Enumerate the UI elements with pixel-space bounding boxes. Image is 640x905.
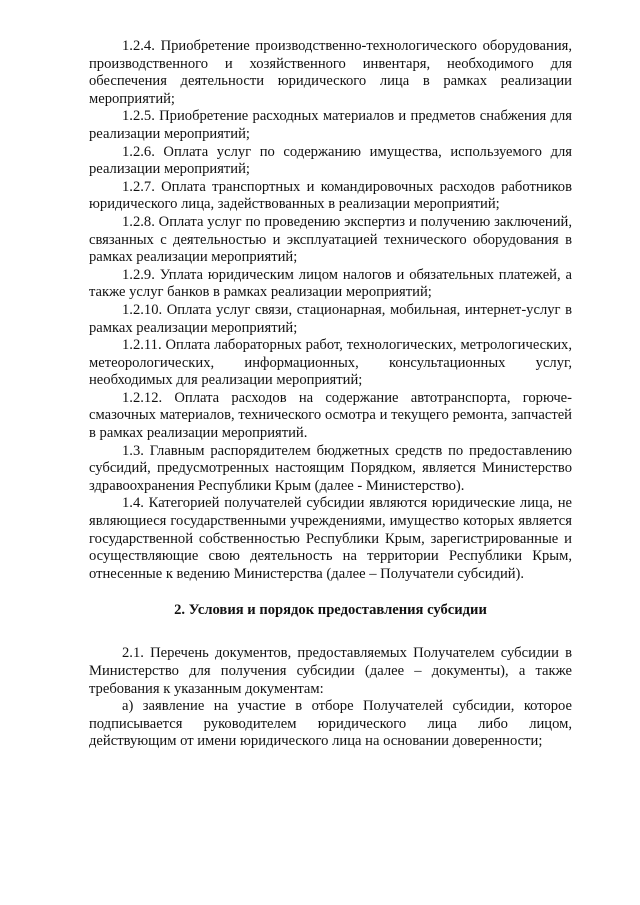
paragraph-1-2-8: 1.2.8. Оплата услуг по проведению экспертиз и получению заключений, связанных с деятельностью и эксплуатацией технического оборудования в рамках реализации мероприятий; — [89, 213, 572, 266]
paragraph-1-2-5: 1.2.5. Приобретение расходных материалов и предметов снабжения для реализации мероприятий; — [89, 108, 572, 142]
paragraph-1-2-11: 1.2.11. Оплата лабораторных работ, технологических, метрологических, метеорологических, информационных, консультационных услуг, необходимых для реализации мероприятий; — [89, 337, 572, 389]
paragraph-1-2-12: 1.2.12. Оплата расходов на содержание автотранспорта, горюче-смазочных материалов, технического осмотра и текущего ремонта, запчастей в рамках реализации мероприятий. — [89, 389, 572, 442]
paragraph-1-2-9: 1.2.9. Уплата юридическим лицом налогов и обязательных платежей, а также услуг банков в рамках реализации мероприятий; — [89, 266, 572, 301]
paragraph-1-2-10: 1.2.10. Оплата услуг связи, стационарная, мобильная, интернет-услуг в рамках реализации мероприятий; — [89, 301, 572, 336]
paragraph-1-4: 1.4. Категорией получателей субсидии являются юридические лица, не являющиеся государственными учреждениями, имущество которых является государственной собственностью Республики Крым, зарегистрированные и осуществляющие свою деятельность на территории Республики Крым, отнесенные к ведению Министерства (далее – Получатели субсидий). — [89, 495, 572, 582]
paragraph-1-2-4: 1.2.4. Приобретение производственно-технологического оборудования, производственного и хозяйственного инвентаря, необходимого для обеспечения деятельности юридического лица в рамках реализации мероприятий; — [89, 38, 572, 107]
paragraph-1-2-7: 1.2.7. Оплата транспортных и командировочных расходов работников юридического лица, задействованных в реализации мероприятий; — [89, 178, 572, 213]
paragraph-1-3: 1.3. Главным распорядителем бюджетных средств по предоставлению субсидий, предусмотренных настоящим Порядком, является Министерство здравоохранения Республики Крым (далее - Министерство). — [89, 442, 572, 494]
paragraph-2-1: 2.1. Перечень документов, предоставляемых Получателем субсидии в Министерство для получения субсидии (далее – документы), а также требования к указанным документам: — [89, 645, 572, 697]
paragraph-1-2-6: 1.2.6. Оплата услуг по содержанию имущества, используемого для реализации мероприятий; — [89, 143, 572, 178]
section-2-heading: 2. Условия и порядок предоставления субсидии — [174, 602, 487, 619]
paragraph-2-1-a: а) заявление на участие в отборе Получателей субсидии, которое подписывается руководителем юридического лица либо лицом, действующим от имени юридического лица на основании доверенности; — [89, 698, 572, 750]
